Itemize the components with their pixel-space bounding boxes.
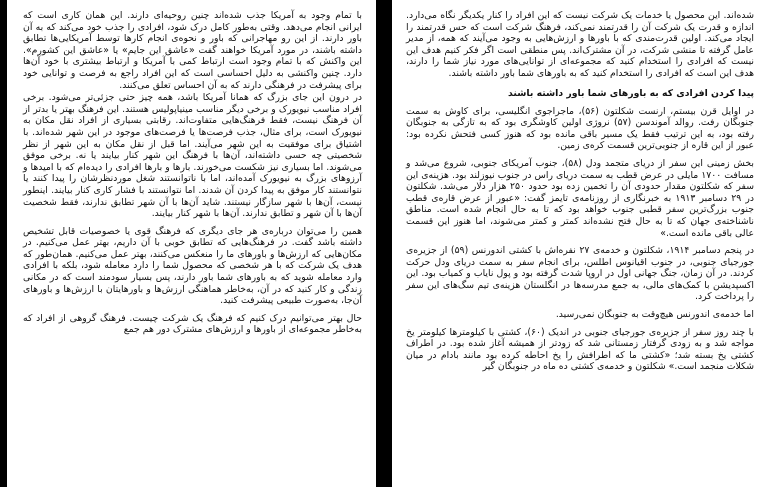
left-page (7, 0, 376, 487)
section-heading: پیدا کردن افرادی که به باورهای شما باور داشته باشند (508, 87, 754, 99)
right-page (392, 0, 768, 487)
body-paragraph: با چند روز سفر از جزیره‌ی جورجیای جنوبی در اندیک (۶۰)، کشتی با کیلومترها کیلومتر یخ مواجه شد و به زودی گرفتار زمستانی شد که زودتر از همیشه آغاز شده بود. در اطراف کشتی یخ بسته شد؛ «کشتی ما که اطرافش را یخ احاطه کرده بود مانند بادام در میان شکلات منجمد است.» شکلتون و خدمه‌ی کشتی ده ماه در جنوبگان گیر (406, 326, 754, 373)
body-paragraph: در پنجم دسامبر ۱۹۱۴، شکلتون و خدمه‌ی ۲۷ نفره‌اش با کشتی اندورنس (۵۹) از جزیره‌ی جورجیای جنوبی، در جنوب اقیانوس اطلس، برای انجام سفر به سمت دریای ودل حرکت کردند. در آن زمان، جنگ جهانی اول در اروپا شدت گرفته بود و پول نایاب و کمیاب بود. این اکسپدیشن با کمک‌های مالی، به جمع مدرسه‌ها در انگلستان هزینه‌ی تیم سگ‌های این سفر را پرداخت کرد. (406, 245, 754, 303)
body-paragraph: با تمام وجود به آمریکا جذب شده‌اند چنین روحیه‌ای دارند. این همان کاری است که ایرانی انجام می‌دهد. وقتی به‌طور کامل درک شود، افرادی را جذب خود می‌کند که به آن باور دارند. از این رو مهاجرانی که باور و نحوه‌ی انجام کارها توسط آمریکایی‌ها تطابق داشته باشند، در مورد آمریکا خواهند گفت «عاشق این جایم» یا «عاشق این کشورم». این واکنش که با تمام وجود است ارتباط کمی با آمریکا و ارتباط بیشتری با خود آن‌ها دارد. چنین واکنشی به دلیل احساسی است که این افراد راجع به فرصت و توانایی خود برای پیشرفت در فرهنگی دارند که به آن احساس تعلق می‌کنند. (23, 10, 362, 91)
intro-paragraph: شده‌اند. این محصول یا خدمات یک شرکت نیست که این افراد را کنار یکدیگر نگاه می‌دارد. اندازه و قدرت یک شرکت آن را قدرتمند نمی‌کند، فرهنگ شرکت است که حس قدرتمند را ایجاد می‌کند. اولین قدرت‌مندی که با باورها و ارزش‌هایی به وجود می‌آیند که همه، از مدیر عامل گرفته تا منشی شرکت، در آن مشترک‌اند. پس منطقی است اگر فکر کنیم هدف این نیست که افرادی را استخدام کنید که مجموعه‌ای از توانایی‌های مورد نیاز شما را دارند، هدف این است که افرادی را استخدام کنید که به باورهای شما باور داشته باشند. (406, 10, 754, 79)
body-paragraph: همین را می‌توان درباره‌ی هر جای دیگری که فرهنگ قوی یا خصوصیات قابل تشخیص داشته باشد گفت. در فرهنگ‌هایی که تطابق خوبی با آن داریم، بهتر عمل می‌کنیم. در مکان‌هایی که ارزش‌ها و باورهای ما را منعکس می‌کنند، بهتر عمل می‌کنیم. همان‌طور که هدف یک شرکت که با هر شخصی که محصول شما را دارد معامله شود، بلکه با افرادی وارد معامله شوید که به باورهای شما باور دارند، پس بسیار سودمند است که در مکانی زندگی و کار کنید که در آن، به‌خاطر هماهنگی ارزش‌ها و باورهایتان با ارزش‌ها و باورهای آن‌جا، به‌صورت طبیعی پیشرفت کنید. (23, 225, 362, 307)
body-paragraph: اما خدمه‌ی اندورنس هیچ‌وقت به جنوبگان نمی‌رسید. (555, 309, 754, 321)
body-paragraph: بخش زمینی این سفر از دریای متجمد ودل (۵۸)، جنوب آمریکای جنوبی، شروع می‌شد و مسافت ۱۷۰۰ مایلی در عرض قطب به سمت دریای راس در جنوب نیوزلند بود. هزینه‌ی این سفر که شکلتون مقدار حدودی آن را تخمین زده بود حدود ۲۵۰ هزار دلار می‌شد. شکلتون در ۲۹ دسامبر ۱۹۱۳ به خبرنگاری از روزنامه‌ی تایمز گفت: «عبور از عرض قاره‌ی قطب جنوب بزرگ‌ترین سفر قطبی جنوب خواهد بود که تا به حال انجام شده است. مناطق ناشناخته‌ی جهان که تا به حال فتح نشده‌اند کمتر و کمتر می‌شوند، اما هنوز این قسمت عالی باقی مانده است.» (406, 157, 755, 239)
body-paragraph: در اوایل قرن بیستم، ارنست شکلتون (۵۶)، ماجراجوی انگلیسی، برای کاوش به سمت جنوبگان رفت. روالد آموندسن (۵۷) نروژی اولین کاوشگری بود که به تازگی به جنوبگان رفته بود، به این ترتیب فقط یک مسیر باقی مانده بود که هنوز کسی فتحش نکرده بود: عبور از این قاره از جنوبی‌ترین قسمت کره‌ی زمین. (406, 105, 755, 152)
body-paragraph: در درون این جای بزرگ که همانا آمریکا باشد، همه چیز حتی جزئی‌تر می‌شود. برخی افراد مناسب نیویورک و برخی دیگر مناسب مینیاپولیس هستند. این فرهنگ بهتر یا بدتر از آن فرهنگ نیست، فقط فرهنگ‌هایی متفاوت‌اند. رقابتی بسیاری از افراد نقل مکان به نیویورک است، برای مثال، جذب فرصت‌ها یا فرصت‌های موجود در این شهر شده‌اند. با اشتیاق برای موفقیت به این شهر می‌آیند. اما قبل از نقل مکان به این شهر از نظر شخصیتی چه حسی داشته‌اند، آن‌ها با فرهنگ این شهر کنار بیایند یا نه. برخی موفق می‌شوند. اما بسیاری نیز شکست می‌خورند. بارها و بارها افرادی را دیده‌ام که با امیدها و آرزوهای بزرگ به نیویورک آمده‌اند، اما با ناتوانستند شغل موردنظرشان را پیدا کنند یا نتوانستند کار موفق به پیدا کردن آن شدند. اما نتوانستند با فشار کاری کنار بیایند. اینطور نیست، آن‌ها با شهر سازگار نیستند. شاید آن‌ها با آن شهر تطابق ندارند، فقط شخصیت آن‌ها با آن شهر و تطابق ندارند. آن‌ها با شهر کنار بیایند. (23, 92, 362, 220)
body-paragraph: حال بهتر می‌توانیم درک کنیم که فرهنگ یک شرکت چیست. فرهنگ گروهی از افراد که به‌خاطر مجموعه‌ای از باورها و ارزش‌های مشترک دور هم جمع (23, 312, 362, 336)
